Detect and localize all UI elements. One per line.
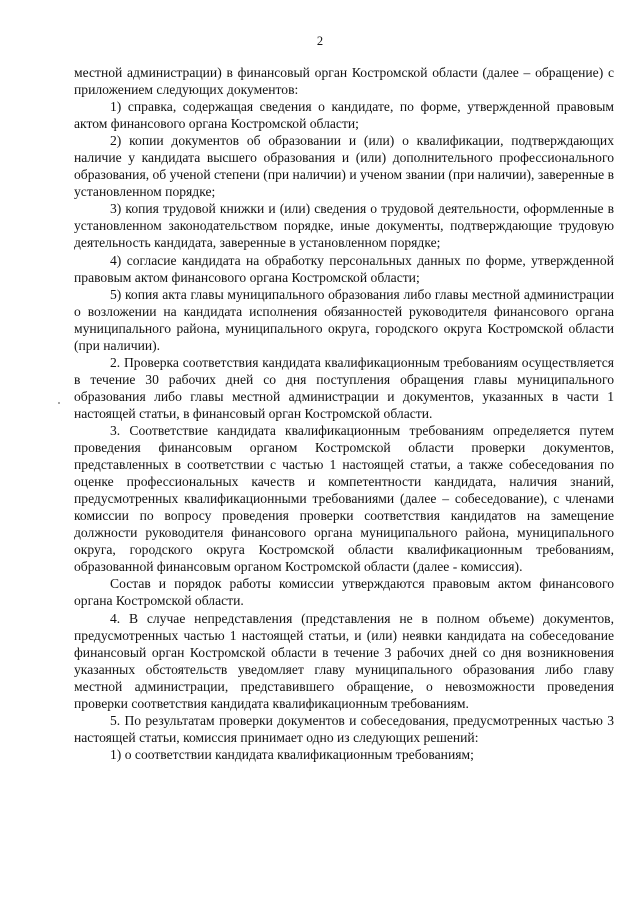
paragraph-item-5: 5) копия акта главы муниципального образования либо главы местной администрации о возложении на кандидата исполнения обязанностей руководителя финансового органа муниципального района, муниципального округа, городского округа Костромской области (при наличии). xyxy=(74,286,614,353)
paragraph-part-3: 3. Соответствие кандидата квалификационным требованиям определяется путем проведения финансовым органом Костромской области проверки документов, представленных в соответствии с частью 1 настоящей статьи, а также собеседования по оценке профессиональных качеств и компетентности кандидата, наличия знаний, предусмотренных квалификационными требованиями (далее – собеседование), с членами комиссии по вопросу проведения проверки соответствия кандидатов на замещение должности руководителя финансового органа муниципального района, муниципального округа, городского округа Костромской области квалификационным требованиям, образованной финансовым органом Костромской области (далее - комиссия). xyxy=(74,422,614,575)
paragraph-part-5: 5. По результатам проверки документов и собеседования, предусмотренных частью 3 настоящей статьи, комиссия принимает одно из следующих решений: xyxy=(74,712,614,745)
paragraph-item-4: 4) согласие кандидата на обработку персональных данных по форме, утвержденной правовым актом финансового органа Костромской области; xyxy=(74,252,614,285)
paragraph-part-2: 2. Проверка соответствия кандидата квалификационным требованиям осуществляется в течение 30 рабочих дней со дня поступления обращения главы муниципального образования либо главы местной администрации и документов, указанных в части 1 настоящей статьи, в финансовый орган Костромской области. xyxy=(74,354,614,421)
paragraph-item-3: 3) копия трудовой книжки и (или) сведения о трудовой деятельности, оформленные в установленном законодательством порядке, иные документы, подтверждающие трудовую деятельность кандидата, заверенные в установленном порядке; xyxy=(74,201,614,251)
page-number: 2 xyxy=(316,34,324,48)
paragraph-item-2: 2) копии документов об образовании и (или) о квалификации, подтверждающих наличие у кандидата высшего образования и (или) дополнительного профессионального образования, об ученой степени (при наличии) и ученом звании (при наличии), заверенные в установленном порядке; xyxy=(74,133,614,200)
paragraph-decision-1: 1) о соответствии кандидата квалификационным требованиям; xyxy=(110,746,474,762)
paragraph-commission: Состав и порядок работы комиссии утверждаются правовым актом финансового органа Костромской области. xyxy=(74,576,614,609)
document-body xyxy=(74,64,614,763)
paragraph-continuation: местной администрации) в финансовый орган Костромской области (далее – обращение) с приложением следующих документов: xyxy=(74,65,614,98)
paragraph-item-1: 1) справка, содержащая сведения о кандидате, по форме, утвержденной правовым актом финансового органа Костромской области; xyxy=(74,99,614,132)
scan-speck xyxy=(58,402,60,404)
paragraph-part-4: 4. В случае непредставления (представления не в полном объеме) документов, предусмотренных частью 1 настоящей статьи, и (или) неявки кандидата на собеседование финансовый орган Костромской области в течение 3 рабочих дней со дня возникновения указанных обстоятельств уведомляет главу муниципального образования либо главу местной администрации, представившего обращение, о невозможности проведения проверки соответствия кандидата квалификационным требованиям. xyxy=(74,610,614,711)
